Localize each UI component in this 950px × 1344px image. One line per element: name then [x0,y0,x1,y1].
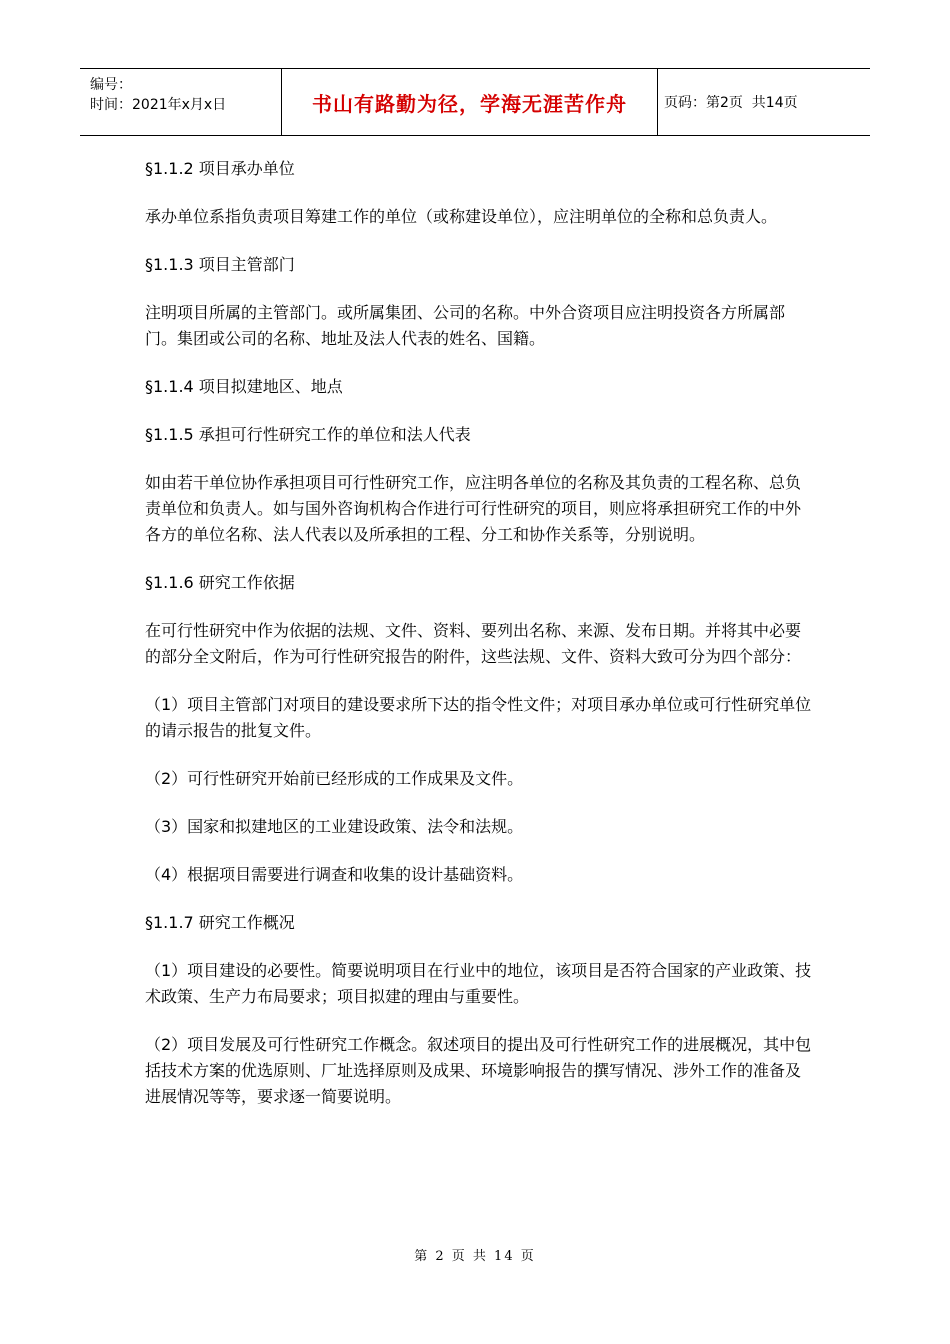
document-body [145,156,815,1110]
list-item: （2）可行性研究开始前已经形成的工作成果及文件。 [145,769,524,788]
doc-time-label: 时间：2021年x月x日 [90,97,227,113]
body-paragraph: 承办单位系指负责项目筹建工作的单位（或称建设单位），应注明单位的全称和总负责人。 [145,207,778,226]
section-heading: §1.1.5 承担可行性研究工作的单位和法人代表 [145,425,471,444]
page-footer: 第 2 页 共 14 页 [414,1249,536,1264]
page-header [80,68,870,136]
section-heading: §1.1.6 研究工作依据 [145,573,295,592]
section-heading: §1.1.7 研究工作概况 [145,913,295,932]
section-heading: §1.1.2 项目承办单位 [145,159,295,178]
list-item: （2）项目发展及可行性研究工作概念。叙述项目的提出及可行性研究工作的进展概况，其中包括技术方案的优选原则、厂址选择原则及成果、环境影响报告的撰写情况、涉外工作的准备及进展情况等等，要求逐一简要说明。 [145,1035,812,1106]
body-paragraph: 在可行性研究中作为依据的法规、文件、资料、要列出名称、来源、发布日期。并将其中必要的部分全文附后，作为可行性研究报告的附件，这些法规、文件、资料大致可分为四个部分： [145,621,802,666]
section-heading: §1.1.4 项目拟建地区、地点 [145,377,343,396]
list-item: （1）项目主管部门对项目的建设要求所下达的指令性文件；对项目承办单位或可行性研究单位的请示报告的批复文件。 [145,695,812,740]
header-page-info-text: 页码：第2页 共14页 [664,95,798,111]
list-item: （3）国家和拟建地区的工业建设政策、法令和法规。 [145,817,524,836]
doc-number-label: 编号： [90,77,132,93]
list-item: （4）根据项目需要进行调查和收集的设计基础资料。 [145,865,524,884]
header-motto: 书山有路勤为径，学海无涯苦作舟 [282,69,658,135]
body-paragraph: 如由若干单位协作承担项目可行性研究工作，应注明各单位的名称及其负责的工程名称、总负责单位和负责人。如与国外咨询机构合作进行可行性研究的项目，则应将承担研究工作的中外各方的单位名称、法人代表以及所承担的工程、分工和协作关系等，分别说明。 [145,473,802,544]
header-meta [80,69,282,135]
list-item: （1）项目建设的必要性。简要说明项目在行业中的地位，该项目是否符合国家的产业政策、技术政策、生产力布局要求；项目拟建的理由与重要性。 [145,961,812,1006]
header-page-info [658,69,870,135]
section-heading: §1.1.3 项目主管部门 [145,255,295,274]
body-paragraph: 注明项目所属的主管部门。或所属集团、公司的名称。中外合资项目应注明投资各方所属部门。集团或公司的名称、地址及法人代表的姓名、国籍。 [145,303,786,348]
